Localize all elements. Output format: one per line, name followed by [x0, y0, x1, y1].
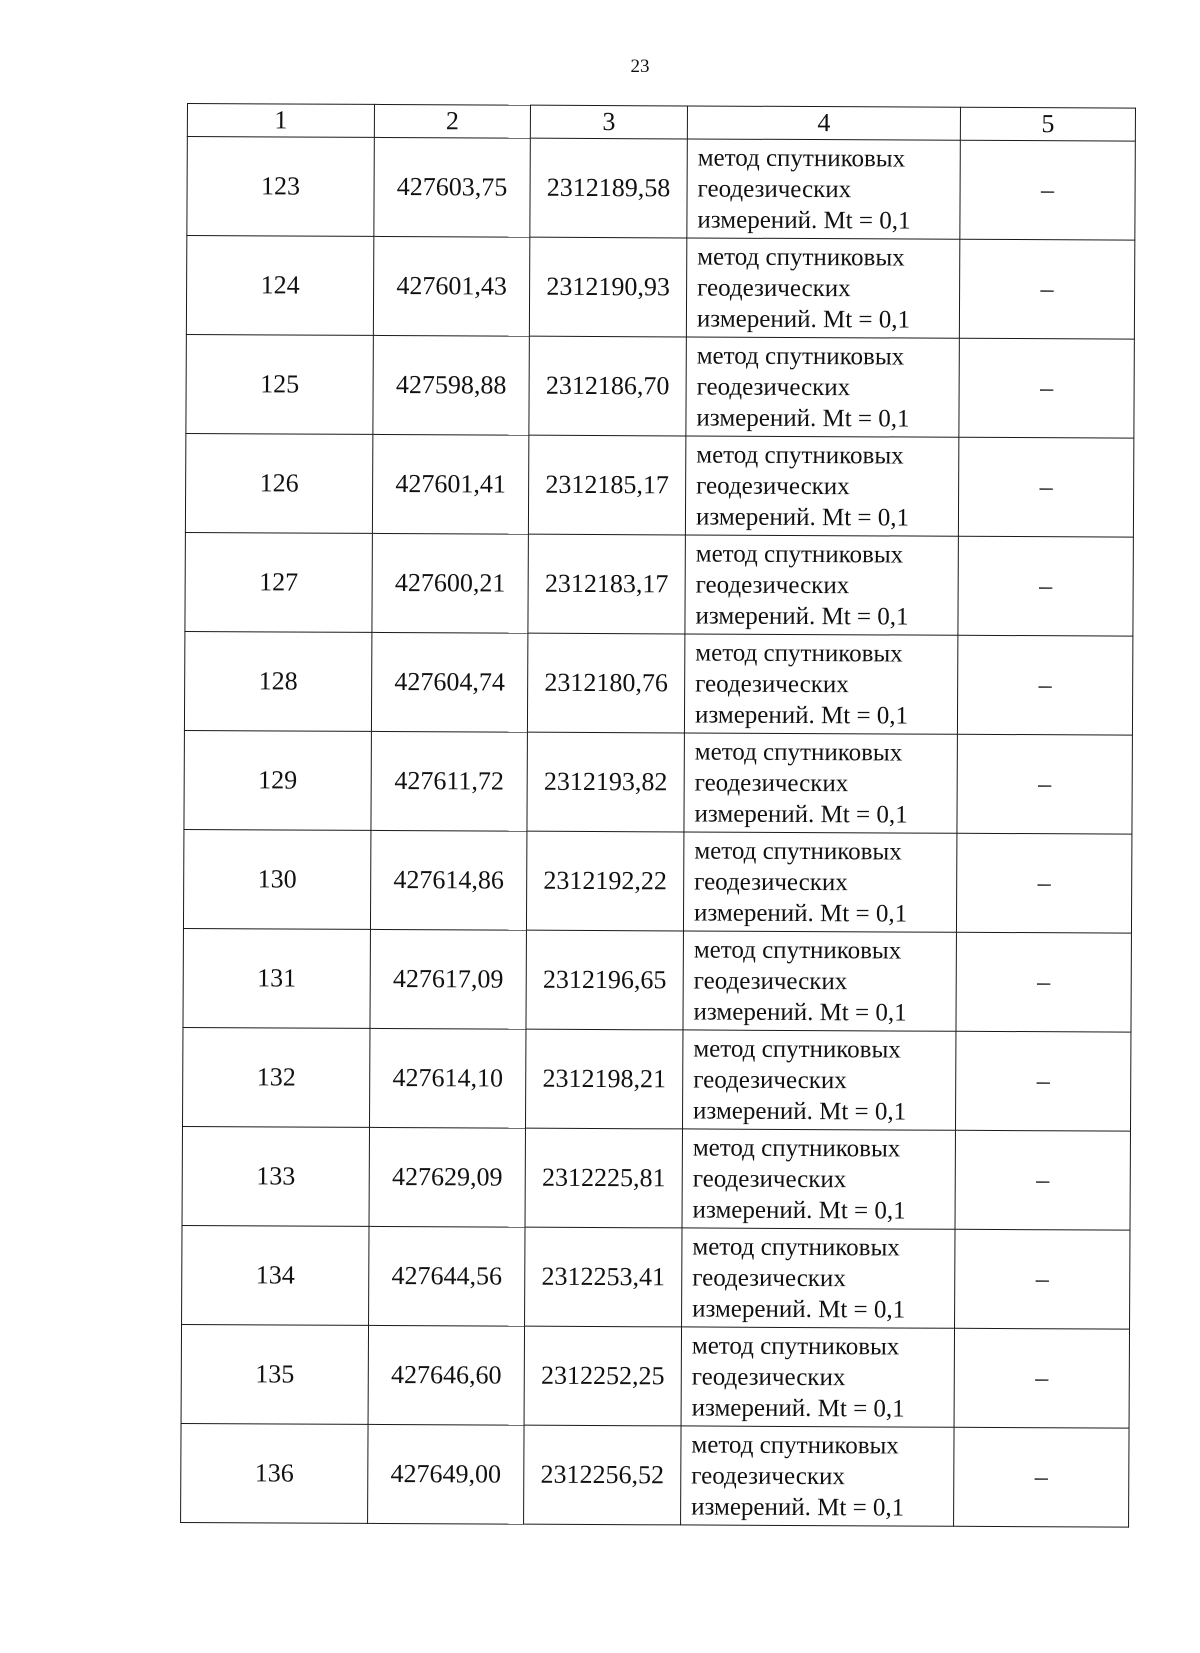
method-line-3: измерений. Mt = 0,1: [697, 205, 911, 235]
x-coordinate-cell: 427617,09: [370, 929, 526, 1029]
point-number-cell: 135: [181, 1324, 368, 1424]
y-coordinate-cell: 2312252,25: [524, 1326, 681, 1426]
y-coordinate-cell: 2312198,21: [525, 1029, 682, 1129]
table-row: [185, 433, 1133, 537]
note-cell: –: [954, 1427, 1129, 1527]
y-coordinate-cell: 2312192,22: [526, 831, 683, 931]
point-number-cell: 132: [182, 1027, 369, 1127]
method-cell: [686, 337, 959, 437]
method-line-2: геодезических: [692, 1263, 846, 1292]
x-coordinate-cell: 427611,72: [371, 731, 527, 831]
point-number-cell: 123: [187, 137, 374, 237]
method-line-2: геодезических: [693, 1065, 847, 1094]
method-cell: [685, 535, 958, 635]
note-cell: –: [956, 833, 1131, 933]
method-line-3: измерений. Mt = 0,1: [691, 1393, 905, 1423]
method-cell: [682, 1129, 955, 1229]
point-number-cell: 131: [183, 928, 370, 1028]
note-cell: –: [957, 734, 1132, 834]
page-number: 23: [630, 56, 650, 77]
header-cell-5: 5: [960, 107, 1135, 141]
note-cell: –: [958, 437, 1133, 537]
method-line-3: измерений. Mt = 0,1: [693, 898, 908, 928]
method-cell: [682, 1228, 955, 1328]
method-line-3: измерений. Mt = 0,1: [692, 1294, 906, 1324]
point-number-cell: 134: [182, 1225, 369, 1325]
method-line-1: метод спутниковых: [693, 1034, 901, 1063]
method-line-1: метод спутниковых: [692, 1232, 900, 1261]
point-number-cell: 129: [184, 730, 371, 830]
method-line-3: измерений. Mt = 0,1: [696, 304, 911, 334]
method-line-1: метод спутниковых: [694, 737, 903, 767]
method-line-1: метод спутниковых: [691, 1331, 900, 1360]
method-cell: [683, 832, 956, 932]
method-cell: [686, 238, 959, 338]
y-coordinate-cell: 2312183,17: [528, 534, 685, 634]
method-cell: [681, 1426, 954, 1526]
coordinates-table: [180, 103, 1136, 1528]
y-coordinate-cell: 2312190,93: [529, 237, 686, 337]
method-line-3: измерений. Mt = 0,1: [696, 403, 910, 433]
table-row: [185, 532, 1133, 636]
method-line-1: метод спутниковых: [697, 143, 906, 173]
method-line-3: измерений. Mt = 0,1: [692, 1195, 906, 1225]
table-row: [182, 1126, 1130, 1230]
table-row: [187, 137, 1135, 241]
point-number-cell: 127: [185, 532, 372, 632]
note-cell: –: [955, 1229, 1130, 1329]
point-number-cell: 124: [186, 236, 373, 336]
point-number-cell: 126: [185, 433, 372, 533]
table-row: [183, 829, 1131, 933]
method-line-2: геодезических: [692, 1164, 847, 1193]
method-line-2: геодезических: [697, 174, 852, 203]
method-line-2: геодезических: [694, 768, 849, 797]
y-coordinate-cell: 2312189,58: [530, 138, 687, 238]
method-line-2: геодезических: [697, 273, 851, 302]
header-cell-3: 3: [530, 105, 687, 139]
method-line-2: геодезических: [693, 966, 848, 995]
method-line-1: метод спутниковых: [692, 1133, 901, 1162]
method-line-3: измерений. Mt = 0,1: [694, 700, 909, 730]
note-cell: –: [959, 338, 1134, 438]
table-row: [186, 236, 1134, 340]
method-cell: [684, 634, 957, 734]
method-line-2: геодезических: [691, 1461, 845, 1490]
x-coordinate-cell: 427649,00: [368, 1424, 524, 1524]
point-number-cell: 128: [184, 631, 371, 731]
x-coordinate-cell: 427598,88: [373, 335, 529, 435]
x-coordinate-cell: 427614,86: [370, 830, 526, 930]
method-cell: [681, 1327, 954, 1427]
table-row: [182, 1027, 1130, 1131]
method-line-1: метод спутниковых: [691, 1430, 899, 1459]
y-coordinate-cell: 2312256,52: [524, 1425, 681, 1525]
x-coordinate-cell: 427603,75: [374, 137, 530, 237]
x-coordinate-cell: 427629,09: [369, 1127, 525, 1227]
method-line-3: измерений. Mt = 0,1: [693, 1096, 907, 1126]
method-line-3: измерений. Mt = 0,1: [693, 997, 907, 1027]
y-coordinate-cell: 2312193,82: [527, 732, 684, 832]
method-cell: [685, 436, 958, 536]
point-number-cell: 130: [183, 829, 370, 929]
method-cell: [683, 931, 956, 1031]
y-coordinate-cell: 2312185,17: [528, 435, 685, 535]
method-line-2: геодезических: [696, 471, 850, 500]
table-row: [181, 1324, 1129, 1428]
method-cell: [684, 733, 957, 833]
x-coordinate-cell: 427604,74: [371, 632, 527, 732]
y-coordinate-cell: 2312196,65: [526, 930, 683, 1030]
note-cell: –: [960, 140, 1135, 240]
note-cell: –: [959, 239, 1134, 339]
y-coordinate-cell: 2312180,76: [527, 633, 684, 733]
table-row: [184, 631, 1132, 735]
x-coordinate-cell: 427601,43: [373, 236, 529, 336]
method-line-1: метод спутниковых: [695, 638, 903, 668]
header-cell-1: 1: [187, 104, 374, 138]
header-row: [187, 104, 1135, 142]
method-line-3: измерений. Mt = 0,1: [694, 799, 908, 829]
method-line-3: измерений. Mt = 0,1: [695, 601, 909, 631]
y-coordinate-cell: 2312253,41: [525, 1227, 682, 1327]
point-number-cell: 133: [182, 1126, 369, 1226]
x-coordinate-cell: 427614,10: [369, 1028, 525, 1128]
point-number-cell: 125: [186, 334, 373, 434]
method-line-2: геодезических: [696, 372, 851, 401]
method-line-1: метод спутниковых: [697, 242, 905, 272]
method-line-2: геодезических: [695, 669, 849, 698]
table-row: [184, 730, 1132, 834]
table-row: [182, 1225, 1130, 1329]
method-line-3: измерений. Mt = 0,1: [695, 502, 910, 532]
header-cell-4: 4: [687, 106, 960, 140]
table-row: [181, 1423, 1129, 1527]
table-body: [181, 104, 1136, 1528]
method-line-1: метод спутниковых: [694, 836, 902, 866]
note-cell: –: [956, 932, 1131, 1032]
method-line-3: измерений. Mt = 0,1: [691, 1492, 905, 1522]
x-coordinate-cell: 427601,41: [372, 434, 528, 534]
method-line-2: геодезических: [691, 1362, 846, 1391]
method-line-1: метод спутниковых: [693, 935, 902, 965]
note-cell: –: [958, 536, 1133, 636]
method-line-1: метод спутниковых: [696, 440, 904, 470]
x-coordinate-cell: 427600,21: [372, 533, 528, 633]
table-row: [186, 334, 1134, 438]
method-cell: [687, 139, 960, 239]
header-cell-2: 2: [374, 104, 530, 138]
note-cell: –: [955, 1130, 1130, 1230]
method-line-2: геодезических: [695, 570, 850, 599]
method-cell: [682, 1030, 955, 1130]
x-coordinate-cell: 427644,56: [369, 1226, 525, 1326]
note-cell: –: [955, 1031, 1130, 1131]
point-number-cell: 136: [181, 1423, 368, 1523]
y-coordinate-cell: 2312186,70: [529, 336, 686, 436]
method-line-1: метод спутниковых: [696, 341, 905, 371]
note-cell: –: [957, 635, 1132, 735]
method-line-2: геодезических: [694, 867, 848, 896]
x-coordinate-cell: 427646,60: [368, 1325, 524, 1425]
method-line-1: метод спутниковых: [695, 539, 904, 569]
note-cell: –: [954, 1328, 1129, 1428]
y-coordinate-cell: 2312225,81: [525, 1128, 682, 1228]
table-row: [183, 928, 1131, 1032]
